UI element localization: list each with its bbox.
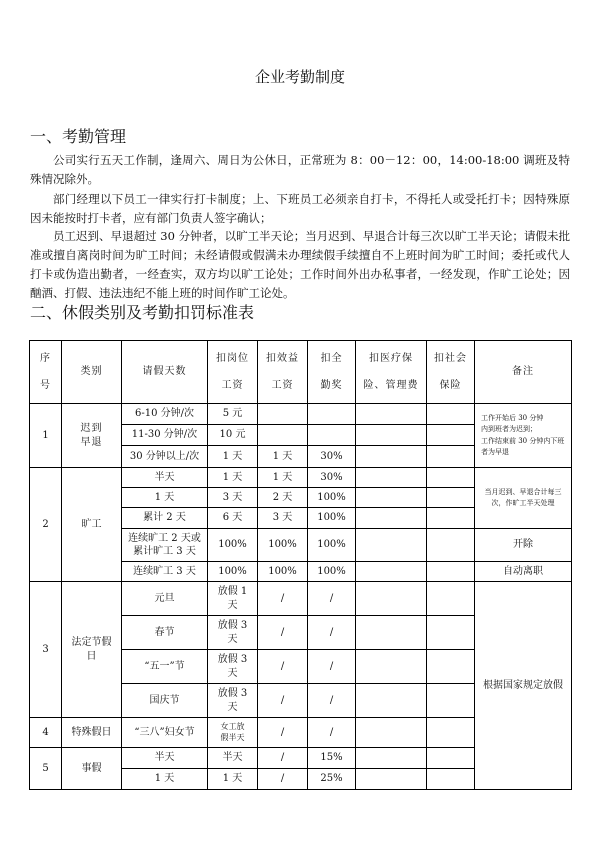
leave-days-cell: 半天 <box>122 468 208 488</box>
document-title: 企业考勤制度 <box>254 68 345 86</box>
leave-days-cell: 1 天 <box>122 488 208 508</box>
medical-cell <box>356 650 427 684</box>
attendance-bonus-cell <box>308 425 356 446</box>
medical-cell <box>356 616 427 650</box>
post-wage-cell: 1 天 <box>208 446 258 468</box>
social-cell <box>427 562 475 582</box>
leave-days-cell: 1 天 <box>122 769 208 790</box>
social-cell <box>427 684 475 718</box>
benefit-wage-cell: 1 天 <box>258 468 308 488</box>
leave-days-cell: 国庆节 <box>122 684 208 718</box>
paragraph-work-schedule: 公司实行五天工作制，逢周六、周日为公休日，正常班为 8：00－12：00，14:00-18:00 调班及特殊情况除外。 <box>30 153 570 186</box>
benefit-wage-cell: / <box>258 718 308 748</box>
post-wage-cell: 放假 3 天 <box>208 616 258 650</box>
remark-cell: 当月迟到、早退合计每三 次，作旷工半天处理 <box>475 468 572 529</box>
attendance-bonus-cell: 25% <box>308 769 356 790</box>
leave-days-cell: 累计 2 天 <box>122 508 208 529</box>
post-wage-cell: 6 天 <box>208 508 258 529</box>
leave-days-cell: 6-10 分钟/次 <box>122 404 208 425</box>
post-wage-cell: 100% <box>208 562 258 582</box>
medical-cell <box>356 508 427 529</box>
social-cell <box>427 650 475 684</box>
social-cell <box>427 446 475 468</box>
post-wage-cell: 放假 3 天 <box>208 650 258 684</box>
remark-cell: 开除 <box>475 529 572 562</box>
medical-cell <box>356 769 427 790</box>
benefit-wage-cell: 3 天 <box>258 508 308 529</box>
attendance-bonus-cell: 30% <box>308 468 356 488</box>
attendance-bonus-cell: 100% <box>308 488 356 508</box>
table-row <box>30 468 572 488</box>
post-wage-cell: 女工放 假半天 <box>208 718 258 748</box>
medical-cell <box>356 718 427 748</box>
benefit-wage-cell: / <box>258 650 308 684</box>
table-row <box>30 404 572 425</box>
medical-cell <box>356 684 427 718</box>
social-cell <box>427 404 475 425</box>
attendance-bonus-cell: 100% <box>308 529 356 562</box>
social-cell <box>427 508 475 529</box>
leave-days-cell: 元旦 <box>122 582 208 616</box>
category-cell: 事假 <box>62 748 122 790</box>
social-cell <box>427 529 475 562</box>
attendance-bonus-cell: / <box>308 650 356 684</box>
benefit-wage-cell <box>258 425 308 446</box>
header-attendance-bonus: 扣全 勤奖 <box>308 341 356 404</box>
attendance-bonus-cell: / <box>308 718 356 748</box>
leave-days-cell: 30 分钟以上/次 <box>122 446 208 468</box>
social-cell <box>427 582 475 616</box>
attendance-bonus-cell <box>308 404 356 425</box>
post-wage-cell: 100% <box>208 529 258 562</box>
benefit-wage-cell: 100% <box>258 562 308 582</box>
section-heading-attendance: 一、考勤管理 <box>30 127 127 146</box>
benefit-wage-cell: / <box>258 582 308 616</box>
header-post-wage: 扣岗位 工资 <box>208 341 258 404</box>
social-cell <box>427 616 475 650</box>
attendance-bonus-cell: 15% <box>308 748 356 769</box>
benefit-wage-cell: / <box>258 748 308 769</box>
medical-cell <box>356 562 427 582</box>
header-remark: 备注 <box>475 341 572 404</box>
table-header-row <box>30 341 572 404</box>
section-heading-leave-table: 二、休假类别及考勤扣罚标准表 <box>30 303 255 322</box>
post-wage-cell: 放假 1 天 <box>208 582 258 616</box>
row-number: 5 <box>30 748 62 790</box>
social-cell <box>427 748 475 769</box>
benefit-wage-cell: 100% <box>258 529 308 562</box>
category-cell: 迟到 早退 <box>62 404 122 468</box>
medical-cell <box>356 404 427 425</box>
post-wage-cell: 3 天 <box>208 488 258 508</box>
attendance-bonus-cell: 100% <box>308 508 356 529</box>
category-cell: 旷工 <box>62 468 122 582</box>
post-wage-cell: 放假 3 天 <box>208 684 258 718</box>
leave-days-cell: 春节 <box>122 616 208 650</box>
benefit-wage-cell: / <box>258 616 308 650</box>
leave-days-cell: 半天 <box>122 748 208 769</box>
header-category: 类别 <box>62 341 122 404</box>
post-wage-cell: 半天 <box>208 748 258 769</box>
benefit-wage-cell: 1 天 <box>258 446 308 468</box>
social-cell <box>427 488 475 508</box>
leave-days-cell: 11-30 分钟/次 <box>122 425 208 446</box>
medical-cell <box>356 582 427 616</box>
paragraph-absence-rules: 员工迟到、早退超过 30 分钟者，以旷工半天论；当月迟到、早退合计每三次以旷工半天论；请假未批准或擅自离岗时间为旷工时间；未经请假或假满未办理续假手续擅自不上班时间为旷工时间；委托或代人打卡或伪造出勤者，一经查实，双方均以旷工论处；工作时间外出办私事者，一经发现，作旷工论处；因酗酒、打假、违法违纪不能上班的时间作旷工论处。 <box>30 229 570 300</box>
medical-cell <box>356 529 427 562</box>
post-wage-cell: 1 天 <box>208 769 258 790</box>
header-medical-insurance: 扣医疗保 险、管理费 <box>356 341 427 404</box>
header-leave-days: 请假天数 <box>122 341 208 404</box>
attendance-bonus-cell: / <box>308 582 356 616</box>
social-cell <box>427 769 475 790</box>
benefit-wage-cell: / <box>258 684 308 718</box>
post-wage-cell: 1 天 <box>208 468 258 488</box>
attendance-bonus-cell: 100% <box>308 562 356 582</box>
leave-days-cell: 连续旷工 3 天 <box>122 562 208 582</box>
attendance-bonus-cell: / <box>308 616 356 650</box>
category-cell: 特殊假日 <box>62 718 122 748</box>
row-number: 1 <box>30 404 62 468</box>
social-cell <box>427 425 475 446</box>
medical-cell <box>356 446 427 468</box>
header-benefit-wage: 扣效益 工资 <box>258 341 308 404</box>
benefit-wage-cell <box>258 404 308 425</box>
medical-cell <box>356 488 427 508</box>
benefit-wage-cell: 2 天 <box>258 488 308 508</box>
category-cell: 法定节假 日 <box>62 582 122 718</box>
leave-days-cell: 连续旷工 2 天或 累计旷工 3 天 <box>122 529 208 562</box>
attendance-penalty-table <box>29 340 572 790</box>
medical-cell <box>356 468 427 488</box>
social-cell <box>427 718 475 748</box>
header-seq: 序 号 <box>30 341 62 404</box>
header-social-insurance: 扣社会 保险 <box>427 341 475 404</box>
medical-cell <box>356 425 427 446</box>
leave-days-cell: “三八”妇女节 <box>122 718 208 748</box>
attendance-bonus-cell: / <box>308 684 356 718</box>
row-number: 2 <box>30 468 62 582</box>
social-cell <box>427 468 475 488</box>
post-wage-cell: 10 元 <box>208 425 258 446</box>
remark-cell: 自动离职 <box>475 562 572 582</box>
benefit-wage-cell: / <box>258 769 308 790</box>
leave-days-cell: “五一”节 <box>122 650 208 684</box>
medical-cell <box>356 748 427 769</box>
table-row <box>30 582 572 616</box>
remark-cell: 工作开始后 30 分钟 内到班者为迟到； 工作结束前 30 分钟内下班 者为早退 <box>475 404 572 468</box>
paragraph-clock-in: 部门经理以下员工一律实行打卡制度；上、下班员工必须亲自打卡，不得托人或受托打卡；因特殊原因未能按时打卡者，应有部门负责人签字确认； <box>30 192 570 225</box>
row-number: 3 <box>30 582 62 718</box>
remark-cell: 根据国家规定放假 <box>475 582 572 790</box>
post-wage-cell: 5 元 <box>208 404 258 425</box>
row-number: 4 <box>30 718 62 748</box>
attendance-bonus-cell: 30% <box>308 446 356 468</box>
